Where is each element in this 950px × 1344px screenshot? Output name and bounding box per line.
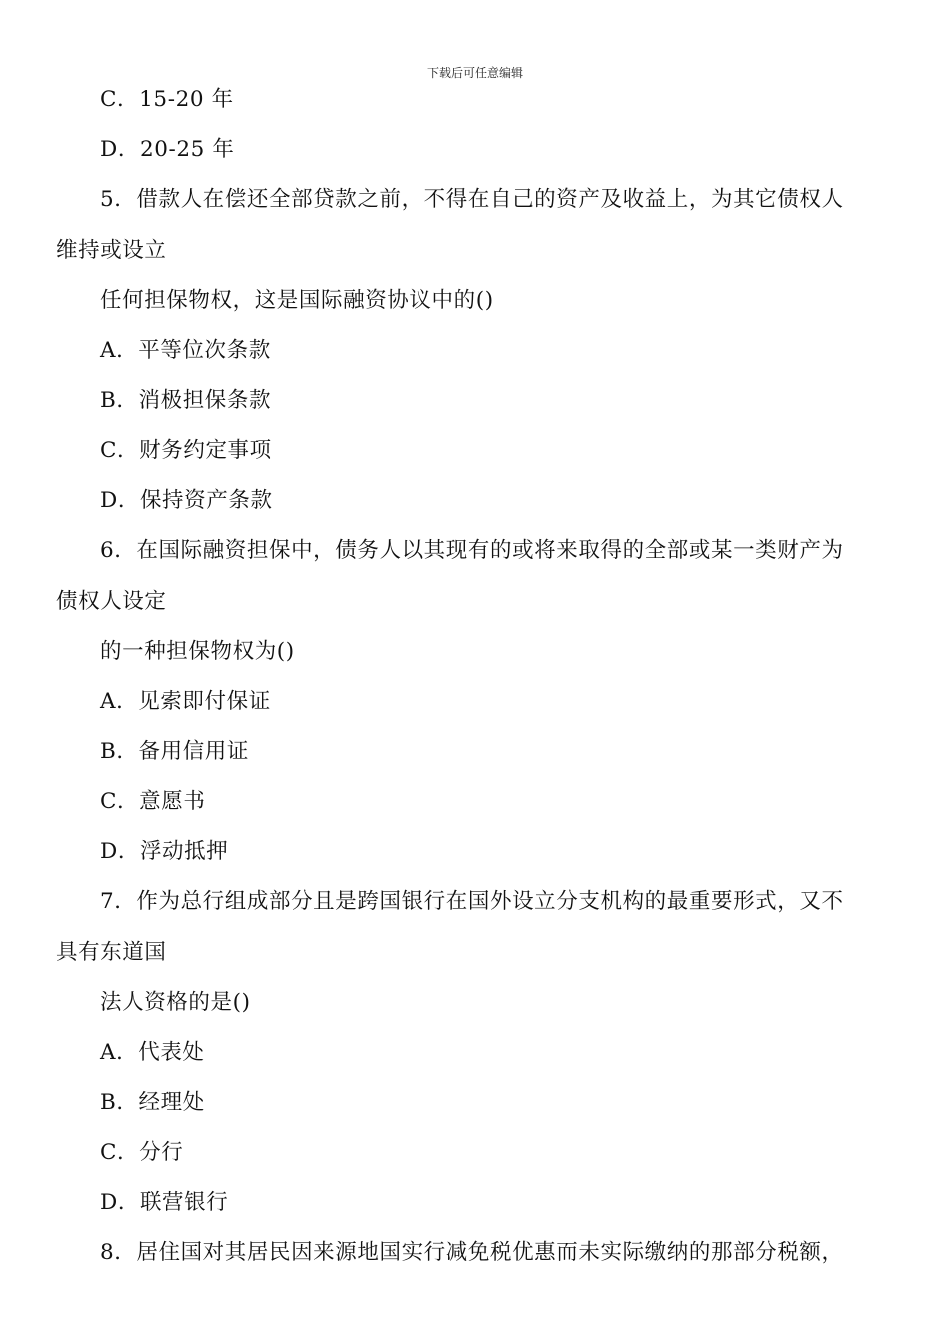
option-d-q5: D．保持资产条款: [100, 488, 273, 513]
question-7-line-2: 具有东道国: [56, 940, 167, 965]
option-a-q7: A．代表处: [100, 1040, 205, 1065]
option-b-q6: B．备用信用证: [100, 739, 250, 764]
option-d-q6: D．浮动抵押: [100, 839, 229, 864]
option-c-q6: C．意愿书: [100, 789, 206, 814]
question-7-line-3: 法人资格的是(): [100, 990, 251, 1015]
option-c-q5: C．财务约定事项: [100, 438, 272, 463]
question-5-line-1: 5．借款人在偿还全部贷款之前，不得在自己的资产及收益上，为其它债权人: [100, 187, 844, 212]
page-header: 下载后可任意编辑: [426, 66, 523, 80]
question-6-line-2: 债权人设定: [56, 589, 167, 614]
option-c-q4: C．15-20 年: [100, 87, 234, 112]
question-7-line-1: 7．作为总行组成部分且是跨国银行在国外设立分支机构的最重要形式，又不: [100, 889, 844, 914]
question-6-line-1: 6．在国际融资担保中，债务人以其现有的或将来取得的全部或某一类财产为: [100, 538, 844, 563]
option-d-q4: D．20-25 年: [100, 137, 235, 162]
question-5-line-3: 任何担保物权，这是国际融资协议中的(): [100, 288, 494, 313]
option-a-q6: A．见索即付保证: [100, 689, 271, 714]
option-c-q7: C．分行: [100, 1140, 184, 1165]
option-a-q5: A．平等位次条款: [100, 338, 271, 363]
question-6-line-3: 的一种担保物权为(): [100, 639, 295, 664]
question-5-line-2: 维持或设立: [56, 238, 167, 263]
question-8-line-1: 8．居住国对其居民因来源地国实行减免税优惠而未实际缴纳的那部分税额，: [100, 1240, 844, 1265]
option-d-q7: D．联营银行: [100, 1190, 229, 1215]
option-b-q5: B．消极担保条款: [100, 388, 272, 413]
option-b-q7: B．经理处: [100, 1090, 205, 1115]
